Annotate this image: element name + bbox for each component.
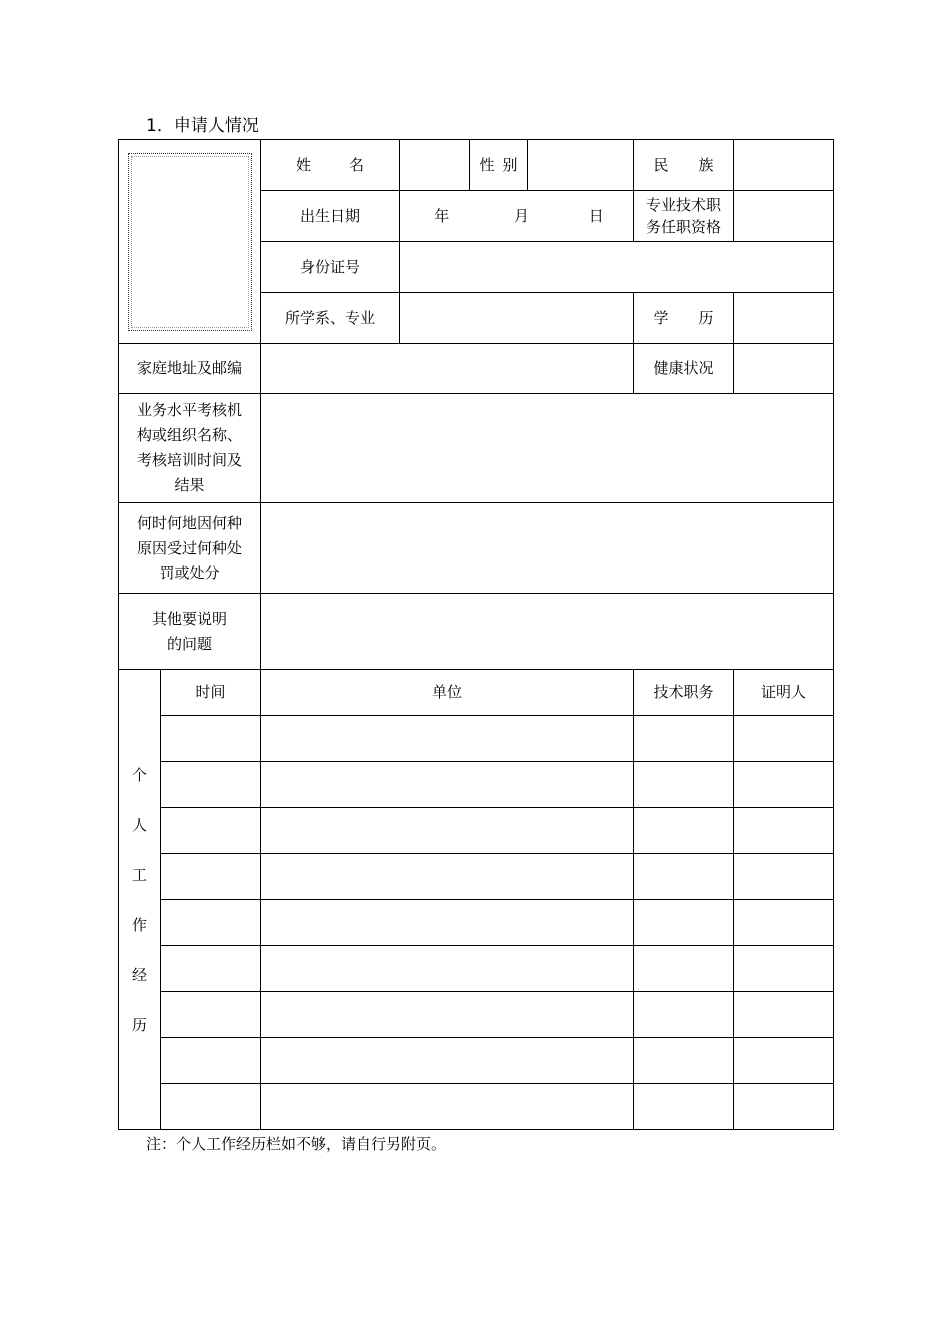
other-issues-field[interactable] [261, 594, 834, 670]
unit-cell[interactable] [261, 1038, 634, 1084]
table-row [119, 900, 834, 946]
health-label: 健康状况 [634, 344, 734, 394]
penalty-field[interactable] [261, 503, 834, 594]
time-cell[interactable] [161, 716, 261, 762]
time-cell[interactable] [161, 762, 261, 808]
table-row [119, 946, 834, 992]
position-cell[interactable] [634, 1038, 734, 1084]
qualification-label: 专业技术职 务任职资格 [634, 191, 734, 242]
address-field[interactable] [261, 344, 634, 394]
ethnicity-label: 民 族 [634, 140, 734, 191]
witness-cell[interactable] [734, 992, 834, 1038]
witness-cell[interactable] [734, 1038, 834, 1084]
unit-header: 单位 [261, 670, 634, 716]
id-number-label: 身份证号 [261, 242, 400, 293]
time-cell[interactable] [161, 900, 261, 946]
witness-cell[interactable] [734, 716, 834, 762]
time-cell[interactable] [161, 1084, 261, 1130]
time-cell[interactable] [161, 808, 261, 854]
birth-date-label: 出生日期 [261, 191, 400, 242]
witness-cell[interactable] [734, 808, 834, 854]
education-label: 学 历 [634, 293, 734, 344]
position-cell[interactable] [634, 854, 734, 900]
application-form-table [118, 139, 834, 1130]
qualification-field[interactable] [734, 191, 834, 242]
unit-cell[interactable] [261, 854, 634, 900]
name-label: 姓 名 [261, 140, 400, 191]
position-cell[interactable] [634, 762, 734, 808]
position-cell[interactable] [634, 946, 734, 992]
unit-cell[interactable] [261, 992, 634, 1038]
witness-header: 证明人 [734, 670, 834, 716]
photo-cell [119, 140, 261, 344]
major-field[interactable] [400, 293, 634, 344]
birth-date-field[interactable] [400, 191, 634, 242]
table-row [119, 1084, 834, 1130]
ethnicity-field[interactable] [734, 140, 834, 191]
other-issues-label: 其他要说明 的问题 [119, 594, 261, 670]
time-cell[interactable] [161, 854, 261, 900]
time-cell[interactable] [161, 946, 261, 992]
table-row [119, 854, 834, 900]
witness-cell[interactable] [734, 854, 834, 900]
id-number-field[interactable] [400, 242, 834, 293]
time-cell[interactable] [161, 1038, 261, 1084]
witness-cell[interactable] [734, 946, 834, 992]
assessment-label: 业务水平考核机 构或组织名称、 考核培训时间及 结果 [119, 394, 261, 503]
witness-cell[interactable] [734, 1084, 834, 1130]
table-row [119, 1038, 834, 1084]
position-cell[interactable] [634, 716, 734, 762]
position-cell[interactable] [634, 992, 734, 1038]
address-label: 家庭地址及邮编 [119, 344, 261, 394]
witness-cell[interactable] [734, 900, 834, 946]
position-cell[interactable] [634, 1084, 734, 1130]
footnote: 注：个人工作经历栏如不够，请自行另附页。 [146, 1135, 447, 1153]
position-header: 技术职务 [634, 670, 734, 716]
unit-cell[interactable] [261, 946, 634, 992]
time-cell[interactable] [161, 992, 261, 1038]
gender-label: 性 别 [470, 140, 528, 191]
health-field[interactable] [734, 344, 834, 394]
witness-cell[interactable] [734, 762, 834, 808]
major-label: 所学系、专业 [261, 293, 400, 344]
table-row [119, 808, 834, 854]
year-label: 年 [434, 206, 450, 225]
penalty-label: 何时何地因何种 原因受过何种处 罚或处分 [119, 503, 261, 594]
unit-cell[interactable] [261, 716, 634, 762]
name-field[interactable] [400, 140, 470, 191]
photo-placeholder[interactable] [128, 153, 252, 331]
table-row [119, 716, 834, 762]
unit-cell[interactable] [261, 762, 634, 808]
position-cell[interactable] [634, 900, 734, 946]
month-label: 月 [513, 206, 529, 225]
position-cell[interactable] [634, 808, 734, 854]
unit-cell[interactable] [261, 1084, 634, 1130]
work-history-side-label: 个 人 工 作 经 历 [119, 670, 161, 1130]
day-label: 日 [588, 206, 604, 225]
unit-cell[interactable] [261, 900, 634, 946]
time-header: 时间 [161, 670, 261, 716]
table-row [119, 762, 834, 808]
table-row [119, 992, 834, 1038]
assessment-field[interactable] [261, 394, 834, 503]
unit-cell[interactable] [261, 808, 634, 854]
gender-field[interactable] [528, 140, 634, 191]
education-field[interactable] [734, 293, 834, 344]
section-title: 1．申请人情况 [146, 116, 259, 136]
